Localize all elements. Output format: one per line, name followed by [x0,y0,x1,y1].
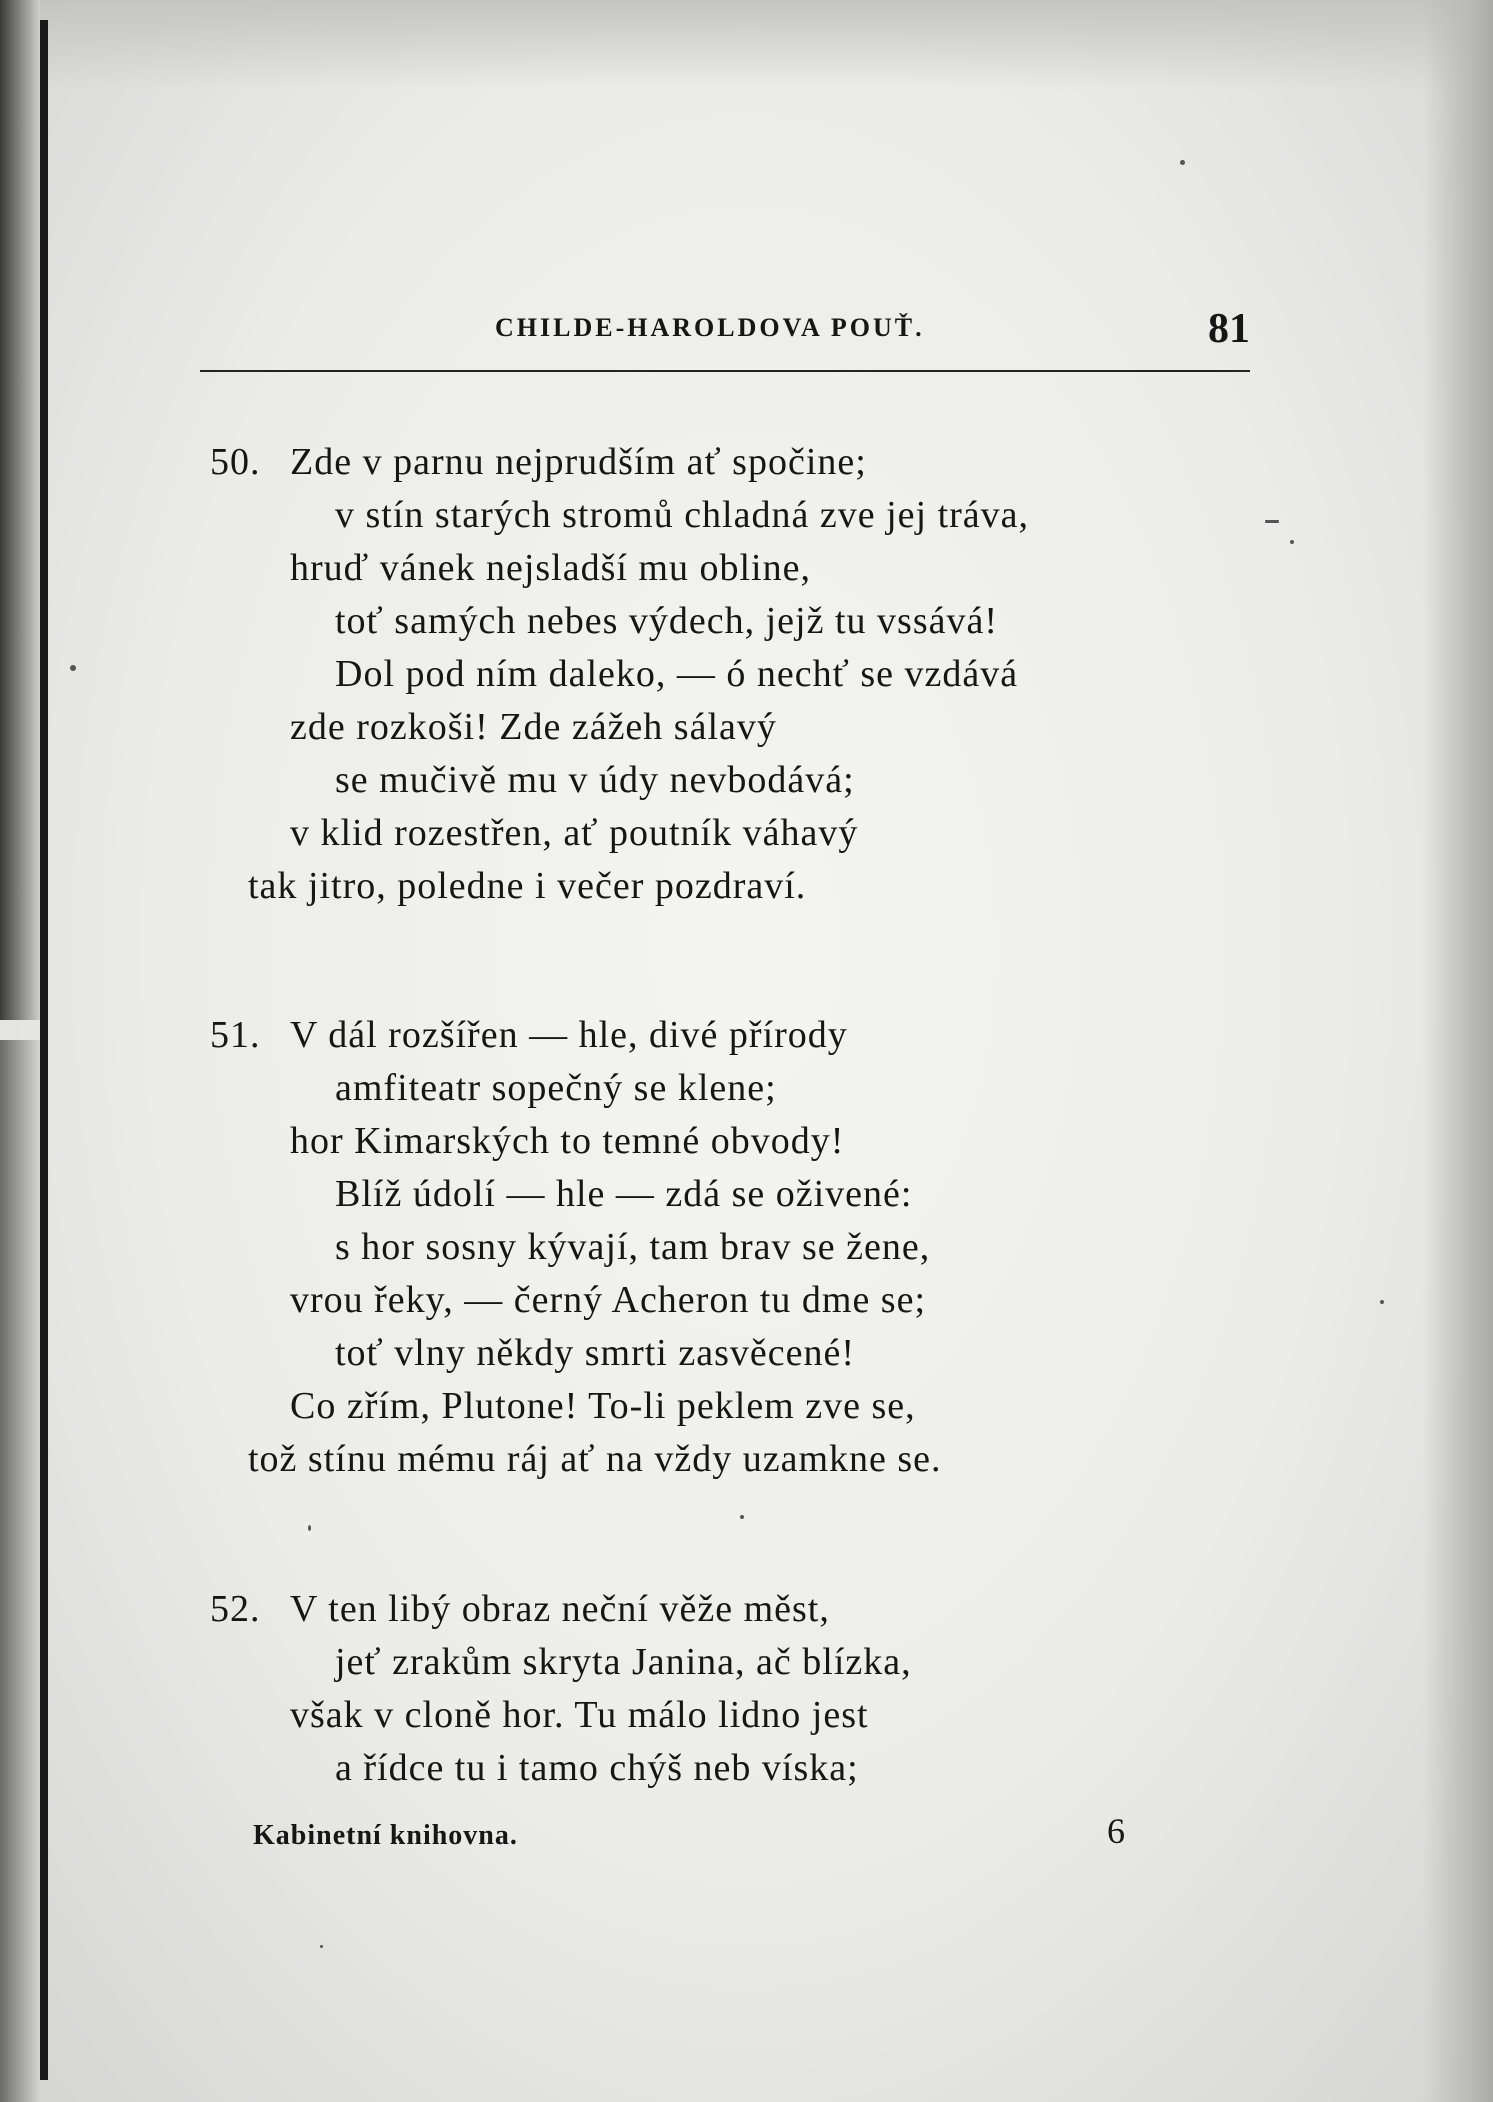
stanza-number: 52. [210,1588,261,1630]
page-edge-right [1423,0,1493,2102]
verse-line: tak jitro, poledne i večer pozdraví. [248,865,807,907]
verse-line: V dál rozšířen — hle, divé přírody [290,1014,848,1056]
verse-line: Co zřím, Plutone! To-li peklem zve se, [290,1385,916,1427]
verse-line: Blíž údolí — hle — zdá se oživené: [335,1173,913,1215]
header-title: CHILDE-HAROLDOVA POUŤ. [495,313,925,342]
binding-shadow-top [0,0,40,1020]
footer-signature-mark: 6 [1107,1811,1125,1851]
verse-line: tož stínu mému ráj ať na vždy uzamkne se. [248,1438,942,1480]
scan-speck [308,1525,311,1531]
verse-line: hor Kimarských to temné obvody! [290,1120,845,1162]
scan-speck [740,1515,744,1519]
verse-line: jeť zrakům skryta Janina, ač blízka, [335,1641,912,1683]
header-page-number: 81 [1208,306,1250,352]
verse-line: toť samých nebes výdech, jejž tu vssává! [335,600,998,642]
verse-line: hruď vánek nejsladší mu obline, [290,547,811,589]
footer-series-title: Kabinetní knihovna. [253,1820,518,1851]
verse-line: a řídce tu i tamo chýš neb víska; [335,1747,859,1789]
verse-line: amfiteatr sopečný se klene; [335,1067,777,1109]
scan-speck [1380,1300,1384,1304]
verse-line: vrou řeky, — černý Acheron tu dme se; [290,1279,927,1321]
binding-shadow-bottom [0,1040,40,2102]
verse-line: Zde v parnu nejprudším ať spočine; [290,441,867,483]
verse-line: se mučivě mu v údy nevbodává; [335,759,855,801]
scan-speck [1265,520,1279,523]
stanza-number: 51. [210,1014,261,1056]
verse-line: s hor sosny kývají, tam brav se žene, [335,1226,931,1268]
running-header [200,305,1255,355]
scan-speck [320,1945,323,1948]
verse-line: toť vlny někdy smrti zasvěcené! [335,1332,855,1374]
verse-line: však v cloně hor. Tu málo lidno jest [290,1694,869,1736]
verse-line: zde rozkoši! Zde zážeh sálavý [290,706,777,748]
header-rule [200,370,1250,372]
verse-line: v klid rozestřen, ať poutník váhavý [290,812,859,854]
verse-line: v stín starých stromů chladná zve jej tráva, [335,494,1030,536]
scan-speck [1180,160,1185,165]
binding-spine [40,20,48,2080]
verse-line: V ten libý obraz neční věže měst, [290,1588,830,1630]
page-edge-top [0,0,1493,90]
scan-speck [70,665,76,671]
verse-line: Dol pod ním daleko, — ó nechť se vzdává [335,653,1019,695]
stanza-number: 50. [210,441,261,483]
scan-speck [1290,540,1294,544]
